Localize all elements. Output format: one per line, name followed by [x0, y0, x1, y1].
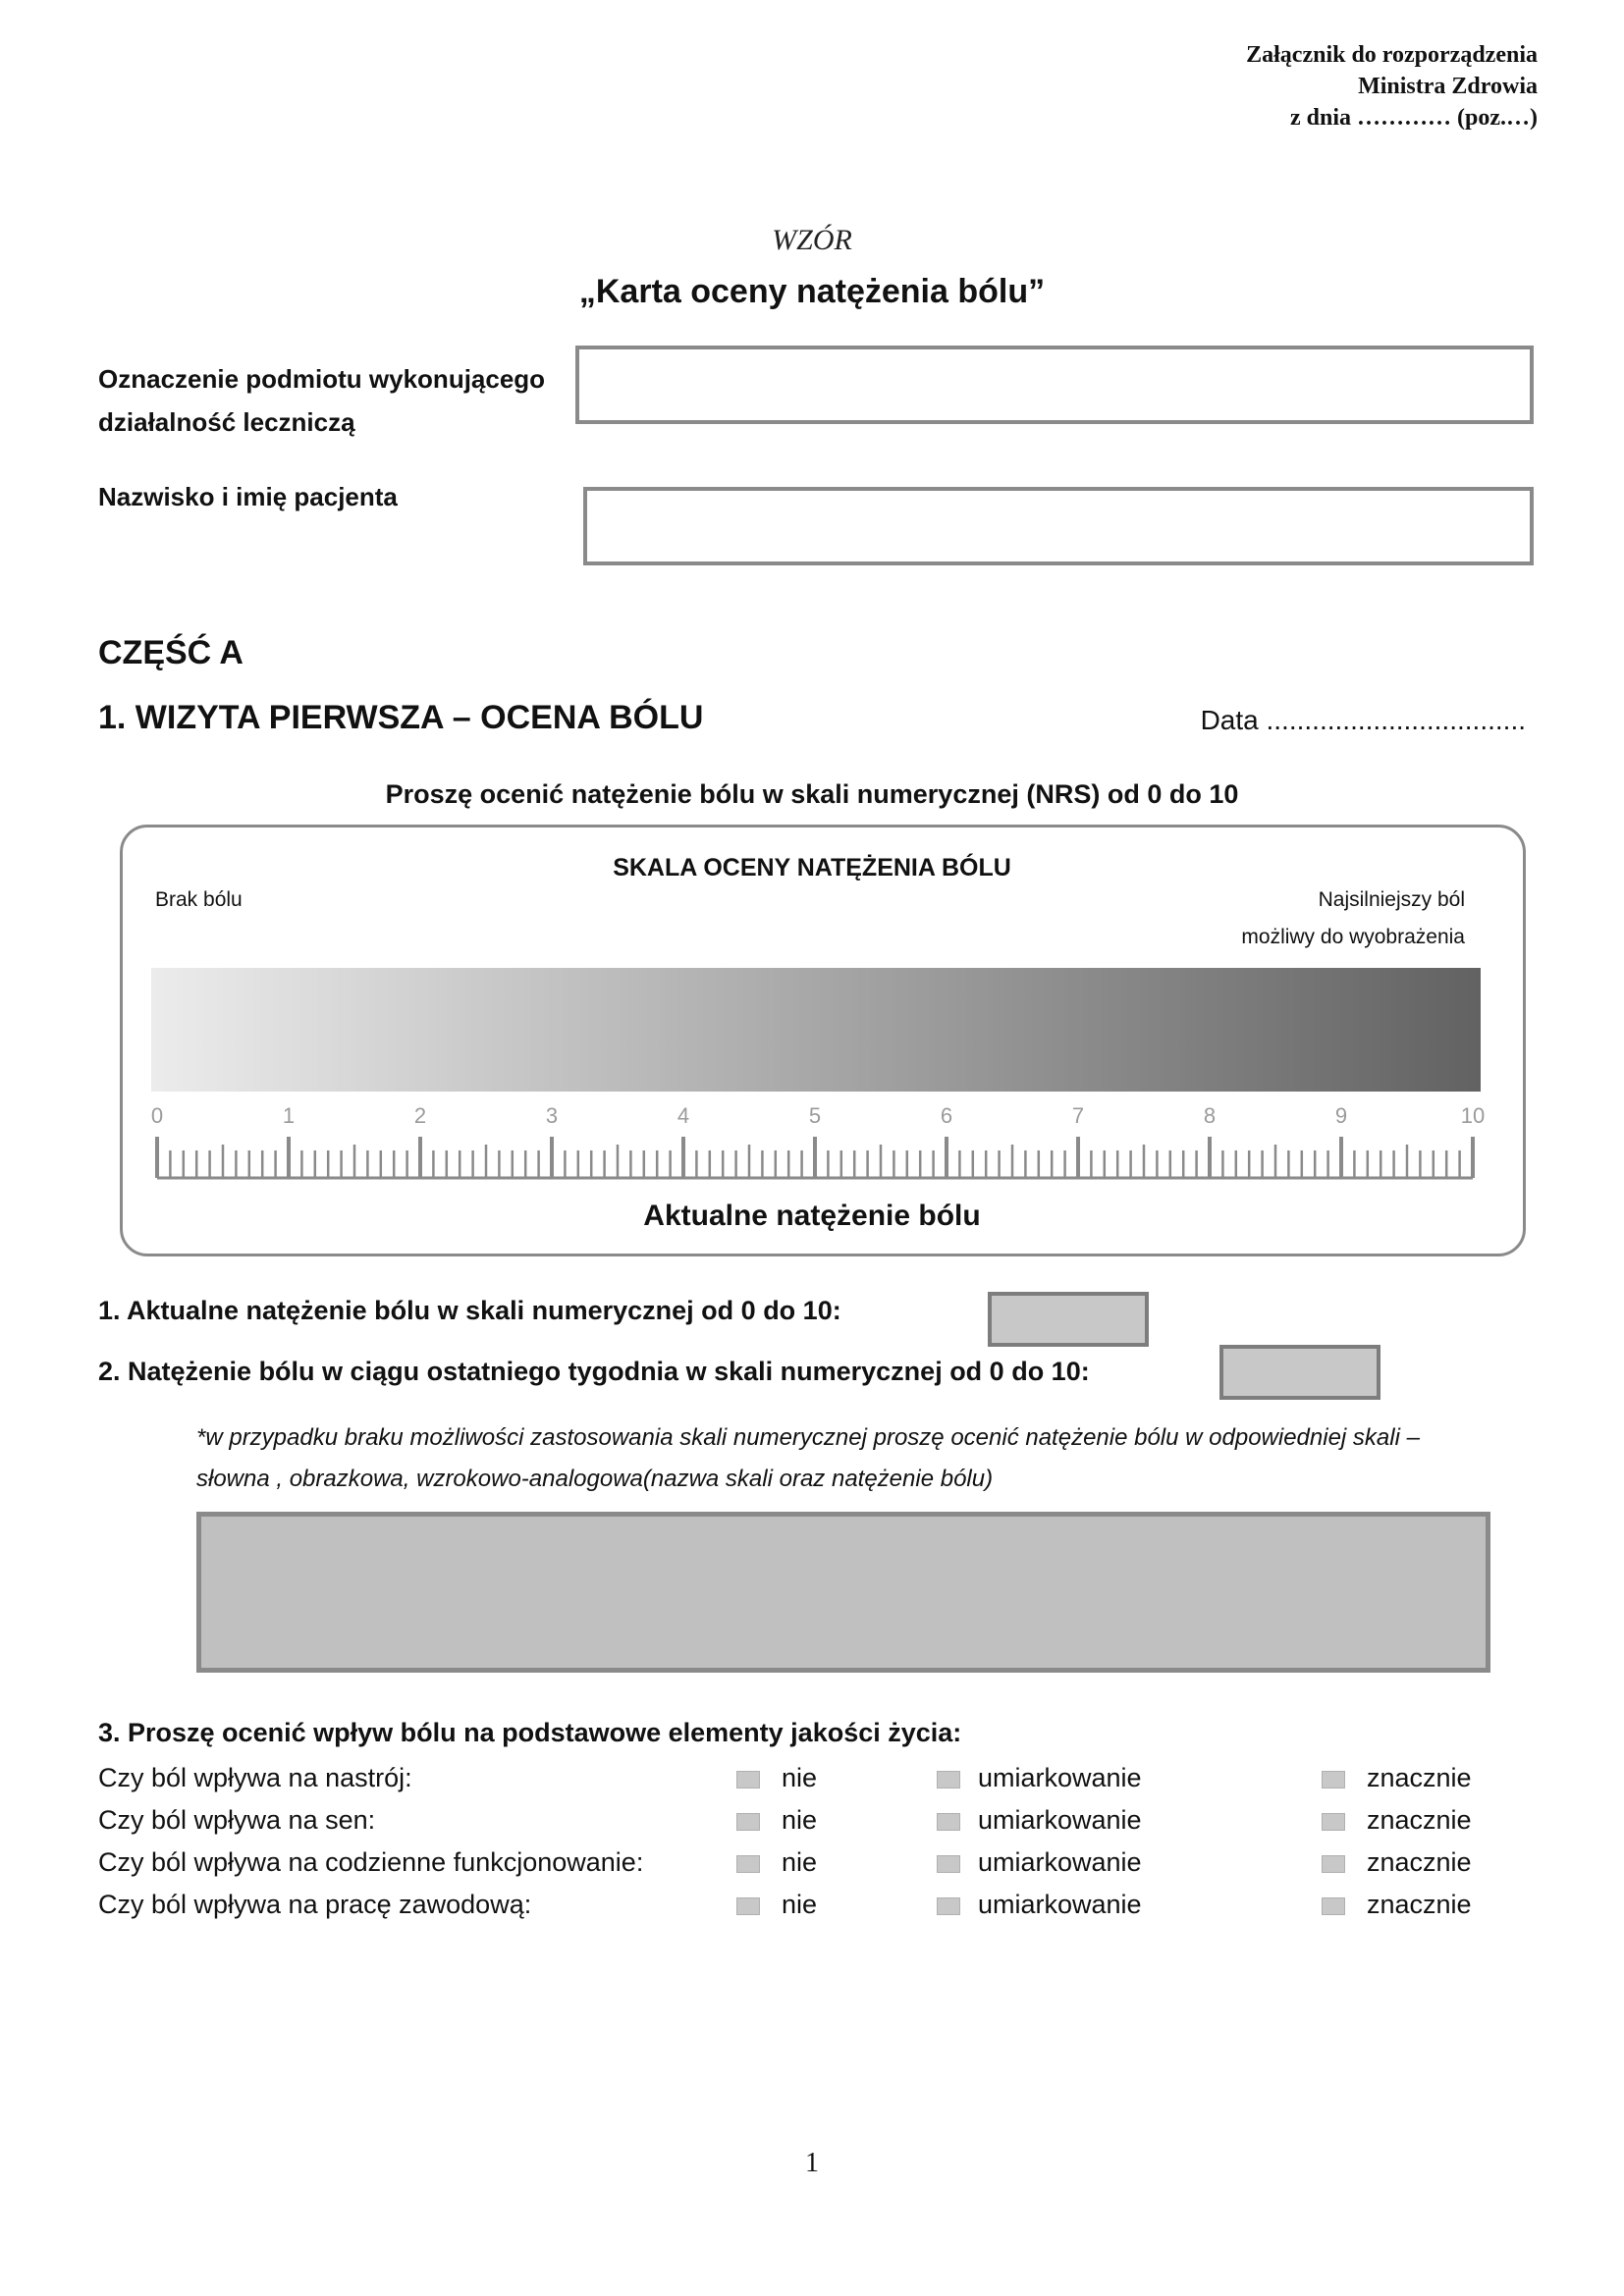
option-label: nie — [782, 1805, 818, 1835]
nrs-instruction: Proszę ocenić natężenie bólu w skali numerycznej (NRS) od 0 do 10 — [385, 779, 1239, 809]
current-pain-input[interactable] — [988, 1292, 1149, 1347]
option-checkbox[interactable] — [937, 1897, 960, 1915]
pain-gradient-bar — [151, 968, 1481, 1092]
week-pain-input[interactable] — [1219, 1345, 1380, 1400]
option-checkbox[interactable] — [1322, 1855, 1345, 1873]
worst-pain-label-line-1: Najsilniejszy ból — [1318, 888, 1465, 911]
option-label: umiarkowanie — [978, 1805, 1142, 1835]
page-number: 1 — [805, 2148, 819, 2178]
option-label: znacznie — [1367, 1890, 1472, 1919]
worst-pain-label-line-2: możliwy do wyobrażenia — [1241, 926, 1465, 948]
option-checkbox[interactable] — [937, 1855, 960, 1873]
entity-label — [98, 357, 545, 444]
no-pain-label: Brak bólu — [155, 888, 243, 911]
option-label: umiarkowanie — [978, 1890, 1142, 1919]
scale-tick-label: 5 — [808, 1103, 822, 1128]
patient-name-field[interactable] — [583, 487, 1534, 565]
scale-tick-label: 3 — [545, 1103, 559, 1128]
quality-question-label: Czy ból wpływa na codzienne funkcjonowanie: — [98, 1847, 644, 1877]
scale-tick-label: 9 — [1334, 1103, 1348, 1128]
annex-line-1: Załącznik do rozporządzenia — [1246, 42, 1538, 68]
entity-field[interactable] — [575, 346, 1534, 424]
annex-line-3: z dnia ………… (poz.…) — [1290, 105, 1538, 131]
option-checkbox[interactable] — [1322, 1813, 1345, 1831]
visit-heading: 1. WIZYTA PIERWSZA – OCENA BÓLU — [98, 699, 704, 736]
option-label: umiarkowanie — [978, 1847, 1142, 1877]
question-current-pain: 1. Aktualne natężenie bólu w skali numerycznej od 0 do 10: — [98, 1296, 841, 1325]
option-checkbox[interactable] — [1322, 1897, 1345, 1915]
option-label: znacznie — [1367, 1805, 1472, 1835]
option-label: nie — [782, 1847, 818, 1877]
scale-tick-label: 4 — [677, 1103, 690, 1128]
entity-label-line-2: działalność leczniczą — [98, 407, 355, 437]
quality-question-label: Czy ból wpływa na sen: — [98, 1805, 376, 1835]
option-checkbox[interactable] — [937, 1771, 960, 1789]
annex-header — [1246, 39, 1538, 133]
pattern-label: WZÓR — [772, 224, 852, 256]
option-checkbox[interactable] — [1322, 1771, 1345, 1789]
quality-of-life-heading: 3. Proszę ocenić wpływ bólu na podstawowe elementy jakości życia: — [98, 1718, 962, 1747]
worst-pain-label — [1241, 881, 1465, 956]
option-label: umiarkowanie — [978, 1763, 1142, 1792]
option-checkbox[interactable] — [937, 1813, 960, 1831]
pain-scale-title: SKALA OCENY NATĘŻENIA BÓLU — [613, 854, 1011, 881]
option-label: nie — [782, 1890, 818, 1919]
option-label: znacznie — [1367, 1763, 1472, 1792]
scale-ruler — [151, 1137, 1481, 1182]
alternative-scale-note — [196, 1417, 1512, 1500]
entity-label-line-1: Oznaczenie podmiotu wykonującego — [98, 364, 546, 394]
alternative-scale-input[interactable] — [196, 1512, 1490, 1673]
date-field[interactable]: Data .................................. — [1200, 705, 1526, 735]
scale-tick-label: 2 — [413, 1103, 427, 1128]
note-line-1: *w przypadku braku możliwości zastosowania skali numerycznej proszę ocenić natężenie bólu w odpowiedniej skali – — [196, 1424, 1420, 1451]
option-checkbox[interactable] — [736, 1855, 760, 1873]
patient-label: Nazwisko i imię pacjenta — [98, 482, 398, 511]
option-checkbox[interactable] — [736, 1771, 760, 1789]
part-heading: CZĘŚĆ A — [98, 634, 244, 671]
quality-question-label: Czy ból wpływa na pracę zawodową: — [98, 1890, 532, 1919]
scale-tick-label: 6 — [940, 1103, 953, 1128]
scale-tick-label: 0 — [150, 1103, 164, 1128]
annex-line-2: Ministra Zdrowia — [1358, 74, 1538, 99]
scale-tick-label: 1 — [282, 1103, 296, 1128]
option-label: nie — [782, 1763, 818, 1792]
scale-tick-label: 8 — [1203, 1103, 1217, 1128]
scale-tick-label: 10 — [1460, 1103, 1486, 1128]
question-week-pain: 2. Natężenie bólu w ciągu ostatniego tygodnia w skali numerycznej od 0 do 10: — [98, 1357, 1090, 1386]
pain-scale-caption: Aktualne natężenie bólu — [643, 1200, 981, 1232]
scale-tick-label: 7 — [1071, 1103, 1085, 1128]
quality-question-label: Czy ból wpływa na nastrój: — [98, 1763, 412, 1792]
document-title: „Karta oceny natężenia bólu” — [578, 273, 1046, 310]
option-checkbox[interactable] — [736, 1813, 760, 1831]
option-checkbox[interactable] — [736, 1897, 760, 1915]
option-label: znacznie — [1367, 1847, 1472, 1877]
note-line-2: słowna , obrazkowa, wzrokowo-analogowa(nazwa skali oraz natężenie bólu) — [196, 1466, 994, 1492]
